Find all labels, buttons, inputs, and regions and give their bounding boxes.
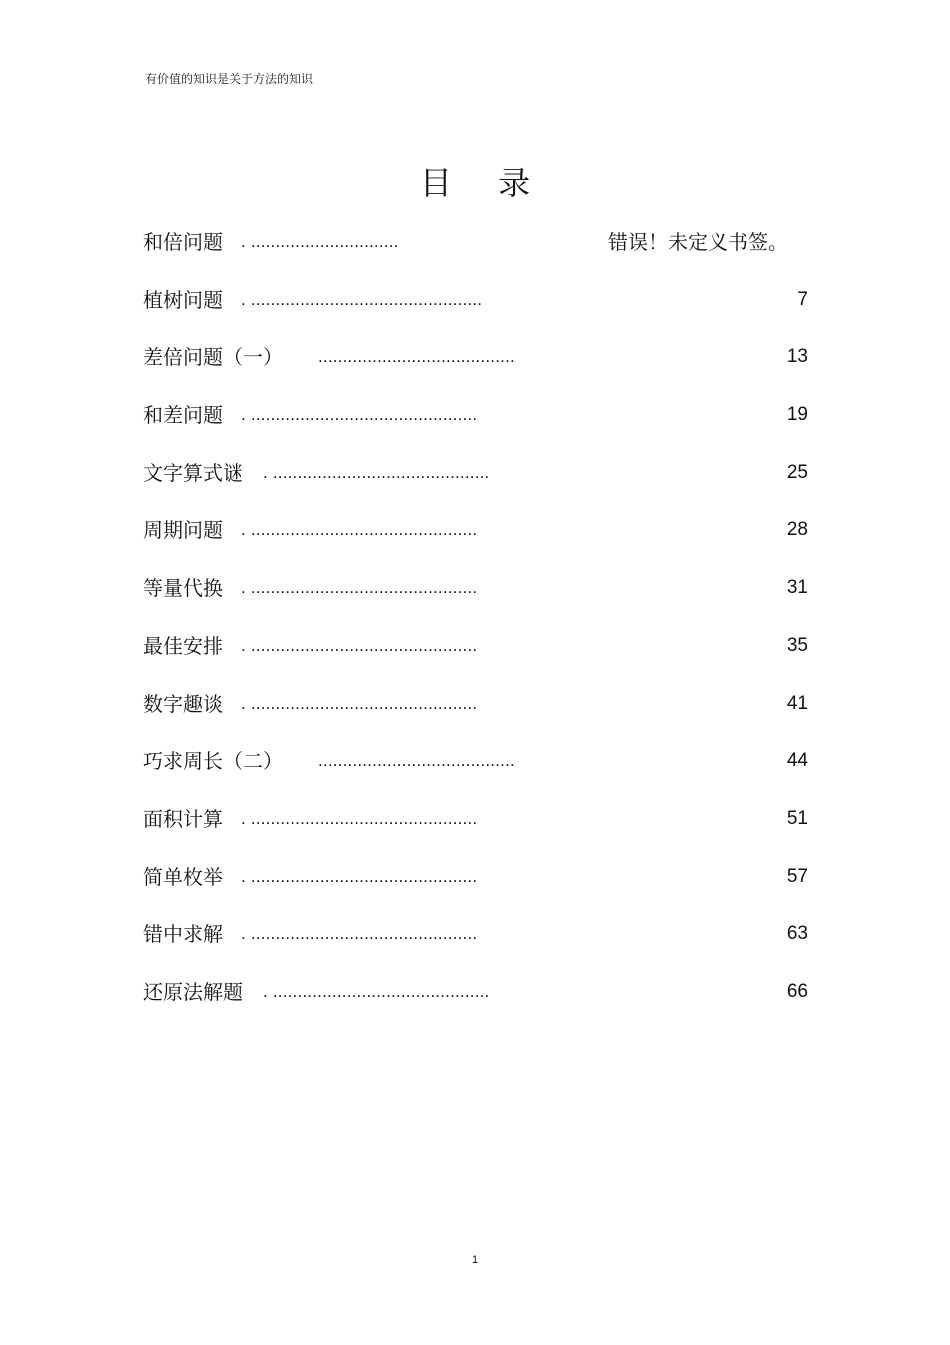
toc-entry-label: 还原法解题	[143, 979, 243, 1004]
page-number: 1	[471, 1254, 479, 1266]
toc-dot-leader: . ..............................................	[241, 578, 478, 598]
toc-dot-leader: . ..............................................	[241, 520, 478, 540]
toc-entry-label: 差倍问题（一）	[143, 345, 283, 370]
toc-dot-leader: . ..............................................	[241, 635, 478, 655]
toc-entry-label: 巧求周长（二）	[143, 749, 283, 774]
toc-entry-label: 植树问题	[143, 287, 223, 312]
toc-entry-label: 面积计算	[143, 806, 223, 831]
toc-entry-page: 31	[786, 577, 808, 599]
toc-entry-page: 44	[786, 750, 808, 772]
toc-entry[interactable]	[143, 745, 808, 803]
toc-dot-leader: ........................................	[318, 751, 515, 771]
toc-entry-label: 和差问题	[143, 403, 223, 428]
toc-dot-leader: . ............................................	[263, 462, 490, 482]
toc-entry-page: 13	[786, 346, 808, 368]
toc-entry-label: 最佳安排	[143, 633, 223, 658]
toc-entry[interactable]	[143, 861, 808, 919]
toc-dot-leader: . ...............................................	[241, 289, 483, 309]
toc-entry-page: 28	[786, 519, 808, 541]
toc-dot-leader: . ..............................................	[241, 808, 478, 828]
toc-entry-label: 和倍问题	[143, 230, 223, 254]
toc-entry-page: 57	[786, 865, 808, 887]
toc-entry[interactable]	[143, 226, 808, 284]
toc-dot-leader: . ..............................................	[241, 693, 478, 713]
toc-entry-page: 35	[786, 634, 808, 656]
toc-entry[interactable]	[143, 803, 808, 861]
toc-entry[interactable]	[143, 399, 808, 457]
toc-entry-page: 51	[786, 807, 808, 829]
toc-entry-label: 周期问题	[143, 518, 223, 543]
toc-entry-page: 41	[786, 692, 808, 714]
toc-entry[interactable]	[143, 630, 808, 688]
toc-entry-page: 63	[786, 923, 808, 945]
toc-entry-label: 等量代换	[143, 576, 223, 601]
toc-dot-leader: . ............................................	[263, 981, 490, 1001]
toc-entry[interactable]	[143, 918, 808, 976]
toc-dot-leader: . ..............................................	[241, 866, 478, 886]
toc-entry[interactable]	[143, 976, 808, 1034]
toc-entry[interactable]	[143, 341, 808, 399]
toc-entry-page: 25	[786, 461, 808, 483]
toc-entry[interactable]	[143, 688, 808, 746]
toc-entry-page: 66	[786, 980, 808, 1002]
toc-entry-page: 错误！未定义书签。	[608, 230, 788, 254]
toc-dot-leader: . ..............................	[241, 232, 399, 251]
toc-entry-label: 数字趣谈	[143, 691, 223, 716]
toc-entry-label: 简单枚举	[143, 864, 223, 889]
running-header: 有价值的知识是关于方法的知识	[145, 72, 314, 86]
table-of-contents	[143, 226, 808, 1034]
toc-entry[interactable]	[143, 284, 808, 342]
toc-dot-leader: . ..............................................	[241, 405, 478, 425]
toc-dot-leader: ........................................	[318, 347, 515, 367]
toc-title: 目 录	[419, 164, 549, 202]
toc-entry[interactable]	[143, 457, 808, 515]
toc-entry-page: 7	[797, 288, 808, 310]
toc-entry-label: 错中求解	[143, 922, 223, 947]
toc-entry[interactable]	[143, 514, 808, 572]
toc-entry-page: 19	[786, 404, 808, 426]
toc-entry[interactable]	[143, 572, 808, 630]
toc-dot-leader: . ..............................................	[241, 924, 478, 944]
toc-entry-label: 文字算式谜	[143, 460, 243, 485]
